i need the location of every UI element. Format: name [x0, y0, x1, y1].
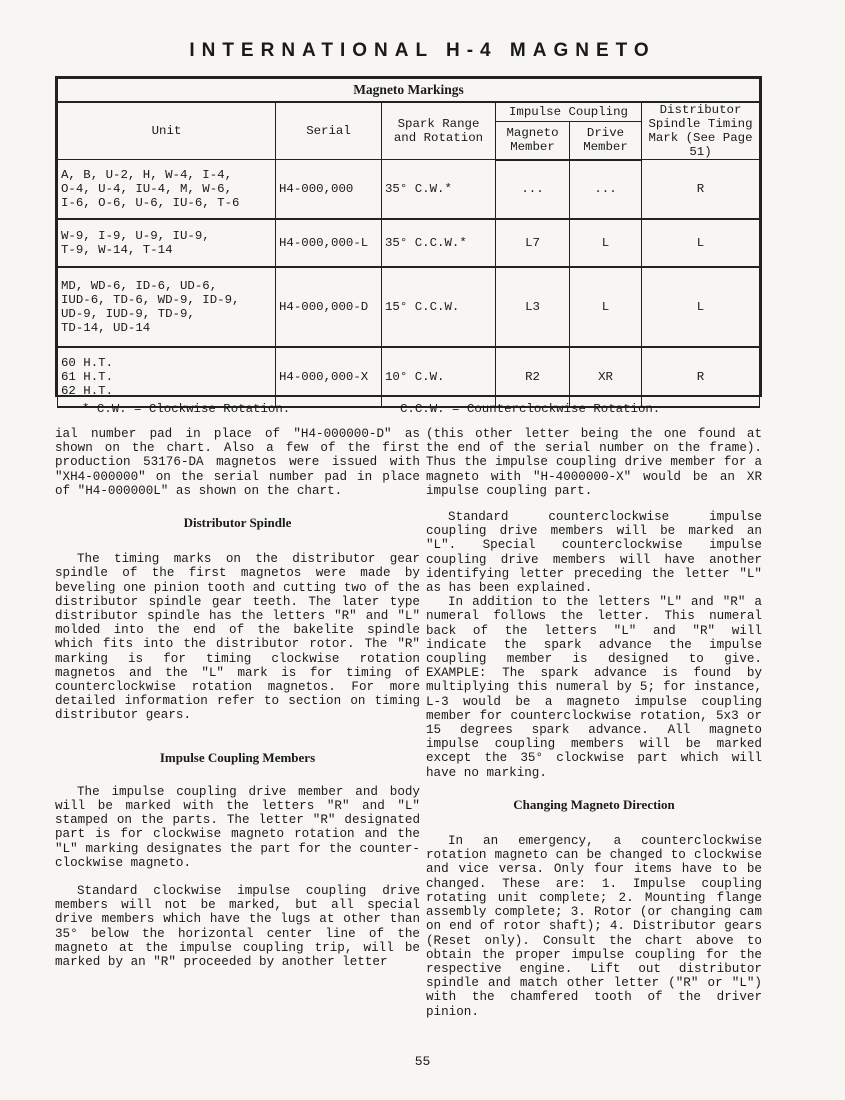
magneto-member-cell: L7: [496, 219, 570, 267]
distributor-cell: R: [642, 347, 760, 407]
paragraph: (this other letter being the one found at the end of the serial number on the frame). Thus the impulse coupling drive member for a magneto with "H-4000000-X" would be an XR impulse coupling part.: [426, 427, 762, 498]
unit-line: 62 H.T.: [61, 383, 114, 398]
unit-line: 60 H.T.: [61, 355, 114, 370]
unit-line: I-6, O-6, U-6, IU-6, T-6: [61, 195, 240, 210]
header-impulse-coupling: Impulse Coupling: [496, 102, 642, 122]
unit-cell: [58, 347, 276, 407]
heading-changing-magneto-direction: Changing Magneto Direction: [513, 796, 675, 812]
paragraph: In an emergency, a counterclockwise rotation magneto can be changed to clockwise and vice versa. Only four items have to be changed. These are: 1. Impulse coupling rotating unit complete; 2. Mounting flange assembly complete; 3. Rotor (or changing cam on end of rotor shaft); 4. Distributor gears (Reset only). Consult the chart above to obtain the proper impulse coupling for the respective engine. Lift out distributor spindle and match other letter ("R" or "L") with the chamfered tooth of the driver pinion.: [426, 834, 762, 1019]
unit-line: TD-14, UD-14: [61, 320, 151, 335]
unit-line: UD-9, IUD-9, TD-9,: [61, 306, 195, 321]
distributor-cell: R: [642, 160, 760, 219]
distributor-cell: L: [642, 267, 760, 347]
serial-cell: H4-000,000: [276, 160, 382, 219]
spark-cell: 15° C.C.W.: [382, 267, 496, 347]
footnote-ccw: C.C.W. = Counterclockwise Rotation.: [400, 402, 661, 416]
paragraph: The impulse coupling drive member and body will be marked with the letters "R" and "L" stamped on the parts. The letter "R" designated part is for clockwise magneto rotation and the "L" marking designates the part for the counter-clockwise magneto.: [55, 784, 420, 870]
table-row: [58, 160, 760, 219]
header-drive-member: Drive Member: [570, 122, 642, 160]
header-unit: Unit: [58, 102, 276, 160]
unit-line: MD, WD-6, ID-6, UD-6,: [61, 278, 218, 293]
spark-cell: 35° C.C.W.*: [382, 219, 496, 267]
drive-member-cell: L: [570, 267, 642, 347]
magneto-markings-table: [55, 76, 762, 397]
header-spark-range: Spark Range and Rotation: [382, 102, 496, 160]
table-row: [58, 347, 760, 407]
unit-line: W-9, I-9, U-9, IU-9,: [61, 228, 210, 243]
heading-distributor-spindle: Distributor Spindle: [183, 515, 292, 531]
unit-line: O-4, U-4, IU-4, M, W-6,: [61, 181, 233, 196]
paragraph: In addition to the letters "L" and "R" a numeral follows the letter. This numeral back of the letters "L" and "R" will indicate the spark advance the impulse coupling member is designed to give. EXAMPLE: The spark advance is found by multiplying this numeral by 5; for instance, L-3 would be a magneto impulse coupling member for counterclockwise rotation, 5x3 or 15 degrees spark advance. All magneto impulse coupling members will be marked except the 35° clockwise part which will have no marking.: [426, 595, 762, 780]
paragraph: Standard clockwise impulse coupling drive members will not be marked, but all special drive members which have the lugs at other than 35° below the horizontal center line of the magneto at the impulse coupling trip, will be marked by an "R" proceeded by another letter: [55, 884, 420, 970]
unit-line: IUD-6, TD-6, WD-9, ID-9,: [61, 292, 240, 307]
header-distributor: Distributor Spindle Timing Mark (See Page 51): [642, 102, 760, 160]
unit-line: T-9, W-14, T-14: [61, 242, 173, 257]
serial-cell: H4-000,000-X: [276, 347, 382, 407]
heading-impulse-coupling-members: Impulse Coupling Members: [159, 749, 316, 765]
magneto-member-cell: ...: [496, 160, 570, 219]
magneto-member-cell: L3: [496, 267, 570, 347]
table-row: [58, 219, 760, 267]
unit-cell: [58, 267, 276, 347]
serial-cell: H4-000,000-D: [276, 267, 382, 347]
spark-cell: 35° C.W.*: [382, 160, 496, 219]
spark-cell: 10° C.W.: [382, 347, 496, 407]
magneto-member-cell: R2: [496, 347, 570, 407]
page-title: INTERNATIONAL H-4 MAGNETO: [189, 40, 656, 61]
table-row: [58, 267, 760, 347]
right-column: [426, 427, 762, 1019]
header-magneto-member: Magneto Member: [496, 122, 570, 160]
drive-member-cell: XR: [570, 347, 642, 407]
distributor-cell: L: [642, 219, 760, 267]
paragraph: The timing marks on the distributor gear spindle of the first magnetos were made by beveling one pinion tooth and cutting two of the distributor spindle gear teeth. The later type distributor spindle has the letters "R" and "L" molded into the end of the bakelite spindle which fits into the distributor rotor. The "R" marking is for timing clockwise rotation magnetos and the "L" mark is for timing of counterclockwise rotation magnetos. For more detailed information refer to section on timing distributor gears.: [55, 552, 420, 723]
paragraph: Standard counterclockwise impulse coupling drive members will be marked an "L". Special counterclockwise impulse coupling drive members will have another identifying letter preceding the letter "L" as has been explained.: [426, 510, 762, 596]
drive-member-cell: L: [570, 219, 642, 267]
table-caption: Magneto Markings: [58, 79, 760, 103]
unit-line: 61 H.T.: [61, 369, 114, 384]
unit-cell: [58, 219, 276, 267]
drive-member-cell: ...: [570, 160, 642, 219]
footnote-cw: * C.W. = Clockwise Rotation.: [82, 402, 291, 416]
page-number: 55: [414, 1054, 431, 1069]
paragraph: ial number pad in place of "H4-000000-D" as shown on the chart. Also a few of the first production 53176-DA magnetos were issued with "XH4-000000" on the serial number pad in place of "H4-000000L" as shown on the chart.: [55, 427, 420, 498]
serial-cell: H4-000,000-L: [276, 219, 382, 267]
header-serial: Serial: [276, 102, 382, 160]
unit-cell: [58, 160, 276, 219]
left-column: [55, 427, 420, 969]
unit-line: A, B, U-2, H, W-4, I-4,: [61, 167, 233, 182]
